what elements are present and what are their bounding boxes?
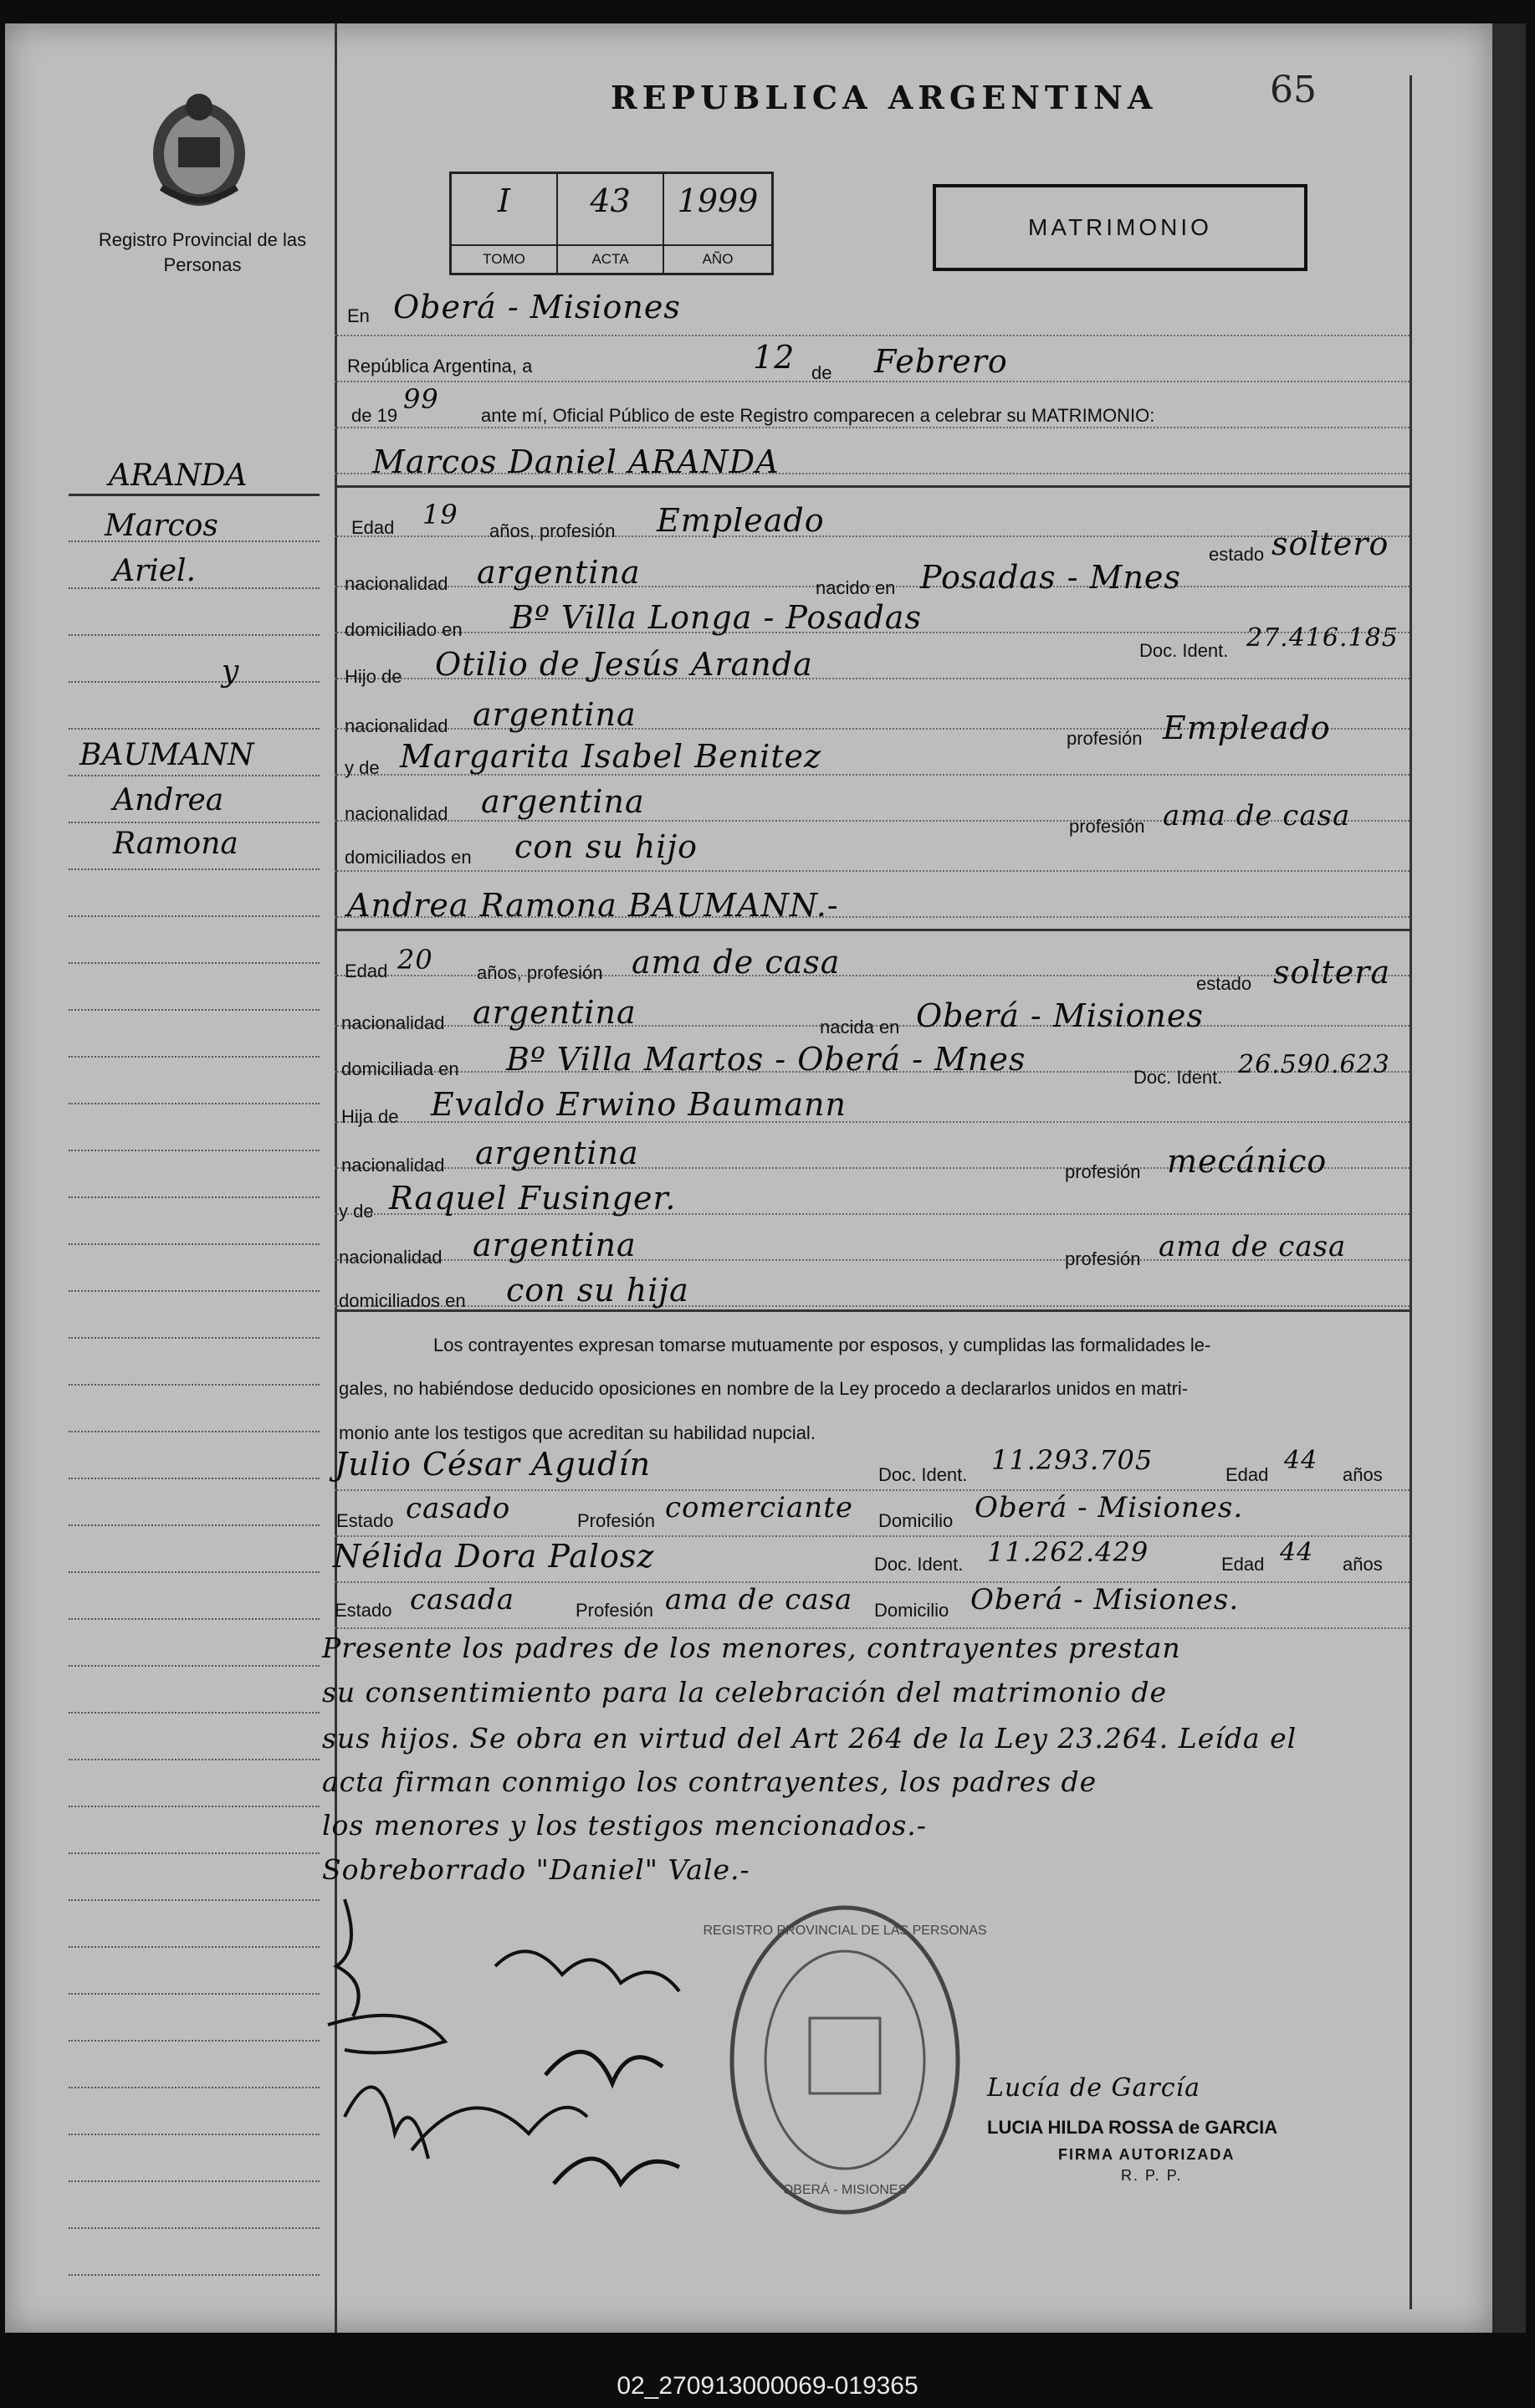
margin-rule-line [69, 728, 320, 730]
bride-full-name: Andrea Ramona BAUMANN.- [347, 887, 839, 924]
margin-rule-line [69, 1899, 320, 1901]
bride-domicilio: Bº Villa Martos - Oberá - Mnes [506, 1041, 1026, 1078]
intro-text: ante mí, Oficial Público de este Registro comparecen a celebrar su MATRIMONIO: [481, 405, 1155, 426]
witness1-domicilio-label: Domicilio [878, 1510, 954, 1531]
margin-rule-line [69, 634, 320, 636]
acta-value: 43 [590, 182, 631, 219]
note-line-1: Presente los padres de los menores, contrayentes prestan [322, 1632, 1181, 1664]
witness2-estado: casada [410, 1583, 515, 1616]
margin-rule-line [69, 1946, 320, 1948]
margin-rule-line [69, 1103, 320, 1104]
form-rule-line [335, 335, 1410, 336]
stamp-lower-text: OBERÁ - MISIONES [782, 2183, 908, 2197]
note-line-6: Sobreborrado "Daniel" Vale.- [322, 1853, 750, 1886]
margin-connector: y [222, 654, 239, 689]
book-edge [1492, 23, 1526, 2333]
right-rule [1410, 75, 1412, 2309]
registry-emblem-icon [141, 87, 258, 213]
acta-cell [558, 174, 664, 273]
witness1-doc-label: Doc. Ident. [878, 1464, 968, 1485]
bride-madre: Raquel Fusinger. [389, 1180, 677, 1217]
groom-nacido-en: Posadas - Mnes [920, 559, 1181, 596]
groom-madre-prof: ama de casa [1163, 799, 1351, 833]
witness1-name: Julio César Agudín [335, 1446, 652, 1483]
stamp-text: REGISTRO PROVINCIAL DE LAS PERSONAS [703, 1924, 987, 1938]
acta-label: ACTA [558, 244, 663, 273]
bride-doc-label: Doc. Ident. [1133, 1067, 1223, 1088]
margin-rule-line [69, 2180, 320, 2182]
bride-padres-dom: con su hija [506, 1272, 689, 1309]
tomo-value: I [497, 182, 510, 219]
margin-rule-line [69, 1571, 320, 1573]
margin-rule-line [69, 1478, 320, 1479]
note-line-5: los menores y los testigos mencionados.- [322, 1809, 927, 1842]
form-rule-line [335, 1535, 1410, 1537]
tomo-label: TOMO [452, 244, 556, 273]
bride-profesion-label: años, profesión [477, 962, 603, 983]
groom-padre-prof: Empleado [1163, 710, 1331, 746]
groom-estado: soltero [1271, 525, 1389, 562]
groom-domicilio: Bº Villa Longa - Posadas [510, 599, 922, 636]
form-rule-line [335, 427, 1410, 428]
note-line-3: sus hijos. Se obra en virtud del Art 264 de la Ley 23.264. Leída el [322, 1722, 1297, 1755]
year-suffix: 99 [403, 383, 439, 415]
bride-padre-prof: mecánico [1167, 1143, 1328, 1180]
anio-value: 1999 [677, 182, 759, 219]
bride-nacida-label: nacida en [820, 1017, 900, 1037]
year-prefix: de 19 [351, 405, 398, 426]
groom-edad-label: Edad [351, 517, 395, 538]
witness1-profesion: comerciante [665, 1491, 853, 1524]
margin-groom-name-1: Marcos [105, 509, 218, 543]
bride-nacionalidad: argentina [473, 994, 637, 1031]
margin-rule-line [69, 1524, 320, 1526]
declaration-line-2: gales, no habiéndose deducido oposiciones en nombre de la Ley procedo a declararlos unidos en matri- [339, 1378, 1189, 1399]
note-line-2: su consentimiento para la celebración del matrimonio de [322, 1676, 1168, 1709]
section-divider [335, 929, 1410, 931]
witness2-edad-label: Edad [1221, 1554, 1265, 1575]
bride-madre-label: y de [339, 1201, 374, 1222]
margin-column [12, 23, 337, 2333]
margin-rule-line [69, 1759, 320, 1760]
witness2-domicilio: Oberá - Misiones. [970, 1583, 1240, 1616]
groom-doc-label: Doc. Ident. [1139, 640, 1229, 661]
margin-rule-line [69, 1806, 320, 1807]
bride-madre-prof-label: profesión [1065, 1248, 1141, 1269]
bride-nacida-en: Oberá - Misiones [916, 997, 1204, 1034]
margin-rule-line [69, 775, 320, 776]
section-divider [335, 1309, 1410, 1312]
margin-section-divider [69, 494, 320, 496]
witness2-estado-label: Estado [335, 1600, 392, 1621]
republica-label: República Argentina, a [347, 356, 533, 377]
bride-padre-prof-label: profesión [1065, 1161, 1141, 1182]
margin-rule-line [69, 1243, 320, 1245]
bride-profesion: ama de casa [632, 944, 841, 981]
margin-bride-name-2: Ramona [113, 827, 238, 861]
en-label: En [347, 305, 370, 326]
margin-rule-line [69, 2227, 320, 2229]
bride-edad: 20 [397, 944, 433, 976]
anio-cell [664, 174, 771, 273]
witness1-doc: 11.293.705 [991, 1444, 1154, 1476]
margin-bride-name-1: Andrea [113, 783, 224, 817]
witness2-domicilio-label: Domicilio [874, 1600, 949, 1621]
page-number: 65 [1270, 69, 1317, 111]
bride-doc: 26.590.623 [1238, 1050, 1390, 1079]
groom-nacido-label: nacido en [816, 577, 896, 598]
groom-hijo-label: Hijo de [345, 666, 402, 687]
place-value: Oberá - Misiones [393, 289, 681, 325]
margin-rule-line [69, 1665, 320, 1667]
declaration-line-1: Los contrayentes expresan tomarse mutuamente por esposos, y cumplidas las formalidades le- [433, 1335, 1211, 1355]
margin-rule-line [69, 1384, 320, 1386]
bride-padre-nac-label: nacionalidad [341, 1155, 445, 1176]
section-divider [335, 485, 1410, 488]
margin-rule-line [69, 2274, 320, 2276]
groom-madre-prof-label: profesión [1069, 816, 1145, 837]
witness2-doc-label: Doc. Ident. [874, 1554, 964, 1575]
witness1-anos-label: años [1343, 1464, 1383, 1485]
image-id-footer: 02_270913000069-019365 [617, 2372, 918, 2400]
margin-groom-name-2: Ariel. [113, 554, 196, 588]
groom-profesion: Empleado [657, 502, 825, 539]
bride-madre-prof: ama de casa [1159, 1230, 1347, 1263]
witness2-profesion: ama de casa [665, 1583, 853, 1616]
margin-groom-surname: ARANDA [109, 459, 248, 493]
margin-rule-line [69, 681, 320, 683]
tomo-cell [452, 174, 558, 273]
groom-profesion-label: años, profesión [489, 520, 616, 541]
margin-rule-line [69, 1150, 320, 1151]
bride-padres-dom-label: domiciliados en [339, 1290, 466, 1311]
witness2-name: Nélida Dora Palosz [333, 1538, 655, 1575]
witness1-domicilio: Oberá - Misiones. [975, 1491, 1244, 1524]
registry-name: Registro Provincial de las Personas [98, 229, 307, 275]
margin-rule-line [69, 1618, 320, 1620]
margin-rule-line [69, 2087, 320, 2088]
form-rule-line [335, 1627, 1410, 1629]
witness2-edad: 44 [1280, 1538, 1314, 1567]
witness1-edad-label: Edad [1225, 1464, 1269, 1485]
registry-box [449, 172, 774, 275]
declaration-line-3: monio ante los testigos que acreditan su habilidad nupcial. [339, 1422, 816, 1443]
margin-rule-line [69, 1993, 320, 1995]
margin-rule-line [69, 1009, 320, 1011]
groom-padres-dom-label: domiciliados en [345, 847, 472, 868]
margin-rule-line [69, 1431, 320, 1432]
form-rule-line [335, 381, 1410, 382]
firma-autorizada-label: FIRMA AUTORIZADA [1058, 2146, 1236, 2163]
bride-padre-nac: argentina [475, 1135, 639, 1171]
groom-padre: Otilio de Jesús Aranda [435, 646, 813, 683]
act-type-box: MATRIMONIO [933, 184, 1307, 271]
witness1-estado-label: Estado [336, 1510, 394, 1531]
groom-nacionalidad: argentina [477, 554, 641, 591]
form-rule-line [335, 870, 1410, 872]
note-line-4: acta firman conmigo los contrayentes, los padres de [322, 1765, 1098, 1798]
bride-madre-nac: argentina [473, 1227, 637, 1263]
margin-rule-line [69, 2134, 320, 2135]
de-label: de [811, 362, 832, 383]
groom-nac-label: nacionalidad [345, 573, 448, 594]
bride-madre-nac-label: nacionalidad [339, 1247, 443, 1268]
witness2-profesion-label: Profesión [576, 1600, 653, 1621]
margin-rule-line [69, 2040, 320, 2042]
groom-madre-nac: argentina [481, 783, 645, 820]
day-value: 12 [753, 339, 796, 376]
groom-padre-nac: argentina [473, 696, 637, 733]
margin-rule-line [69, 868, 320, 870]
groom-edad: 19 [422, 499, 458, 530]
official-signature: Lucía de García [987, 2073, 1201, 2103]
official-seal-stamp [703, 1901, 987, 2219]
groom-doc: 27.416.185 [1246, 623, 1399, 653]
margin-rule-line [69, 1712, 320, 1714]
bride-dom-label: domiciliada en [341, 1058, 459, 1079]
witness1-profesion-label: Profesión [577, 1510, 655, 1531]
margin-rule-line [69, 822, 320, 823]
groom-padres-dom: con su hijo [514, 828, 698, 865]
margin-rule-line [69, 1337, 320, 1339]
witness2-doc: 11.262.429 [987, 1536, 1149, 1568]
bride-estado: soltera [1273, 954, 1391, 991]
witness1-edad: 44 [1284, 1446, 1318, 1475]
witness1-estado: casado [406, 1492, 511, 1525]
margin-rule-line [69, 1290, 320, 1292]
witness2-anos-label: años [1343, 1554, 1383, 1575]
groom-full-name: Marcos Daniel ARANDA [372, 443, 780, 480]
margin-rule-line [69, 962, 320, 964]
margin-rule-line [69, 915, 320, 917]
rpp-label: R. P. P. [1121, 2167, 1183, 2184]
bride-edad-label: Edad [345, 961, 388, 981]
margin-bride-surname: BAUMANN [79, 738, 254, 772]
groom-padre-prof-label: profesión [1067, 728, 1143, 749]
country-title: REPUBLICA ARGENTINA [611, 79, 1158, 116]
groom-dom-label: domiciliado en [345, 619, 463, 640]
groom-padre-nac-label: nacionalidad [345, 715, 448, 736]
bride-padre: Evaldo Erwino Baumann [431, 1086, 847, 1123]
official-name: LUCIA HILDA ROSSA de GARCIA [987, 2117, 1278, 2138]
bride-nac-label: nacionalidad [341, 1012, 445, 1033]
groom-madre: Margarita Isabel Benitez [400, 738, 822, 775]
month-value: Febrero [874, 343, 1008, 380]
margin-rule-line [69, 1056, 320, 1058]
signatures-scribble [311, 1883, 738, 2217]
groom-estado-label: estado [1209, 544, 1265, 565]
form-rule-line [335, 1305, 1410, 1307]
groom-madre-label: y de [345, 757, 380, 778]
bride-hija-label: Hija de [341, 1106, 399, 1127]
bride-estado-label: estado [1196, 973, 1252, 994]
margin-rule-line [69, 1852, 320, 1854]
groom-madre-nac-label: nacionalidad [345, 803, 448, 824]
margin-rule-line [69, 1196, 320, 1198]
anio-label: AÑO [664, 244, 771, 273]
form-rule-line [335, 1489, 1410, 1491]
